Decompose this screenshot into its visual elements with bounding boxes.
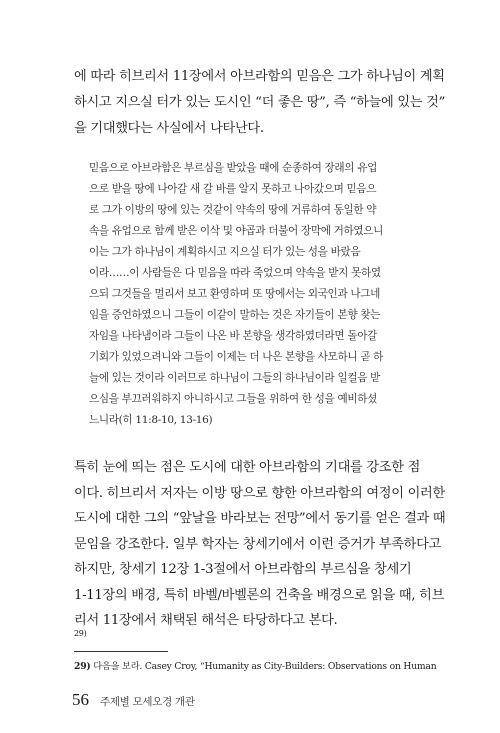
quote-line: 느니라(히 11:8-10, 13-16) [89,414,213,426]
book-title: 주제별 모세오경 개관 [100,696,195,708]
text-line: 이다. 히브리서 저자는 이방 땅으로 향한 아브라함의 여정이 이러한 [74,485,445,501]
quote-line: 이는 그가 하나님이 계획하시고 지으실 터가 있는 성을 바랐음 [89,246,361,258]
text-line: 에 따라 히브리서 11장에서 아브라함의 믿음은 그가 하나님이 계획 [74,69,445,84]
text-line: 문임을 강조한다. 일부 학자는 창세기에서 이런 증거가 부족하다고 [74,536,441,552]
quote-line: 늘에 있는 것이라 이러므로 하나님이 그들의 하나님이라 일컬음 받 [89,372,380,384]
quote-line: 으심을 부끄러워하지 아니하시고 그들을 위하여 한 성을 예비하셨 [89,393,377,405]
footnote-divider [74,651,168,652]
footnote-text: 다음을 보라. Casey Croy, “Humanity as City-Builders: Observations on Human [93,661,437,672]
footnote [74,660,454,674]
quote-line: 자임을 나타냄이라 그들이 나온 바 본향을 생각하였더라면 돌아갈 [89,330,377,342]
text-line: 을 기대했다는 사실에서 나타난다. [74,121,264,136]
footnote-number: 29) [74,661,91,672]
text-line: 특히 눈에 띄는 점은 도시에 대한 아브라함의 기대를 강조한 점 [74,460,421,475]
text-line: 1-11장의 배경, 특히 바벨/바벨론의 건축을 배경으로 읽을 때, 히브 [74,587,445,603]
quote-line: 으로 받을 땅에 나아갈 새 갈 바를 알지 못하고 나아갔으며 믿음으 [89,183,377,195]
text-line-content: 리서 11장에서 채택된 해석은 타당하다고 본다. [74,613,338,628]
block-quote [89,158,419,431]
body-paragraph-bottom [74,455,446,638]
text-line: 하지만, 창세기 12장 1-3절에서 아브라함의 부르심을 창세기 [74,562,412,577]
quote-line: 로 그가 이방의 땅에 있는 것같이 약속의 땅에 거류하여 동일한 약 [89,204,377,216]
text-line-last: 리서 11장에서 채택된 해석은 타당하다고 본다. 29) [74,608,440,634]
text-line: 하시고 지으실 터가 있는 도시인 “더 좋은 땅”, 즉 “하늘에 있는 것” [74,95,446,110]
body-paragraph-top [74,64,446,142]
quote-line: 으되 그것들을 멀리서 보고 환영하며 또 땅에서는 외국인과 나그네 [89,288,380,300]
quote-line: 기회가 있었으려니와 그들이 이제는 더 나은 본향을 사모하니 곧 하 [89,351,384,363]
quote-line: 임을 증언하였으니 그들이 이같이 말하는 것은 자기들이 본향 찾는 [89,309,380,321]
page-number: 56 [72,690,89,709]
text-line: 도시에 대한 그의 “앞날을 바라보는 전망”에서 동기를 얻은 결과 때 [74,511,446,526]
quote-line: 이라……이 사람들은 다 믿음을 따라 죽었으며 약속을 받지 못하였 [89,267,381,279]
quote-line: 믿음으로 아브라함은 부르심을 받았을 때에 순종하여 장래의 유업 [89,162,377,174]
quote-line: 속을 유업으로 함께 받은 이삭 및 야곱과 더불어 장막에 거하였으니 [89,225,384,237]
